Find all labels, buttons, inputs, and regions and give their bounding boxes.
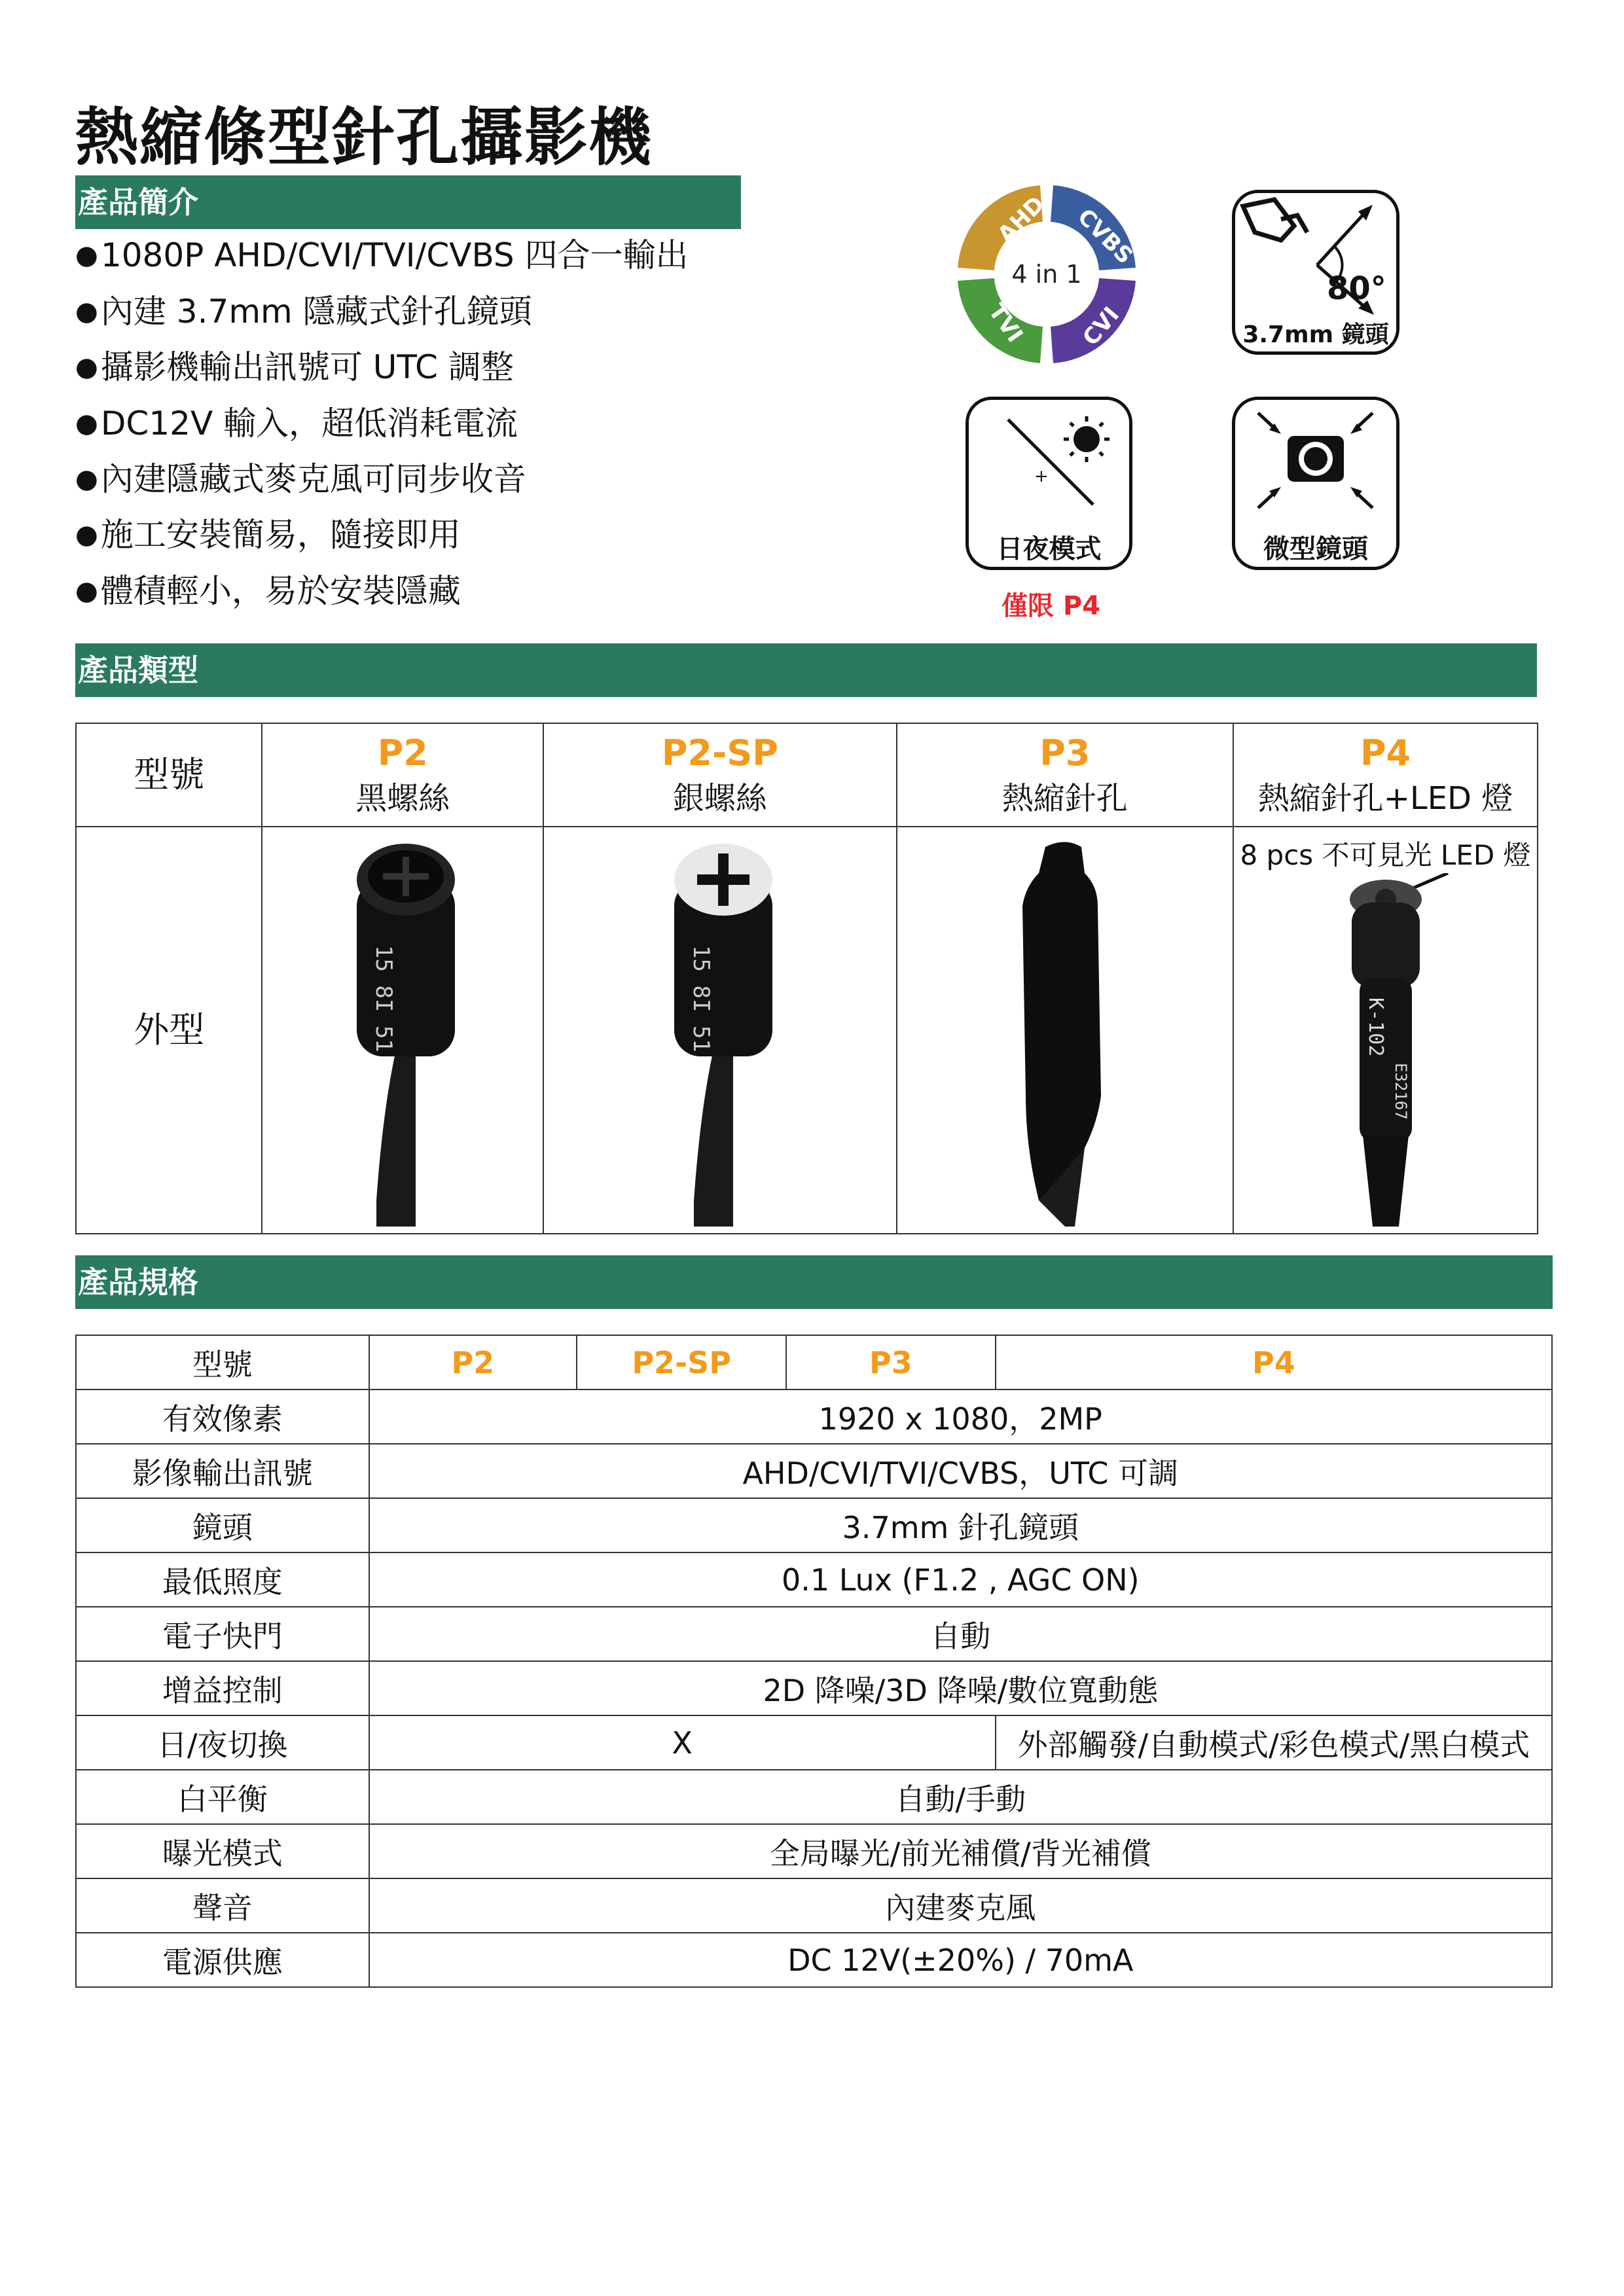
four-in-one-center: 4 in 1 [1011,260,1082,289]
micro-lens-label: 微型鏡頭 [1263,534,1368,564]
day-night-label: 日夜模式 [996,534,1102,564]
spec-header-p3: P3 [786,1335,996,1390]
page-title: 熱縮條型針孔攝影機 [75,101,653,174]
p4-camera-photo [1288,873,1484,1227]
intro-heading: 產品簡介 [75,175,741,229]
appearance-row-label: 外型 [76,827,262,1234]
photo-cell-p3 [897,827,1233,1234]
model-cell-p4: P4 熱縮針孔+LED 燈 [1233,723,1538,827]
spec-row: 日/夜切換 X 外部觸發/自動模式/彩色模式/黑白模式 [76,1715,1552,1770]
spec-row: 影像輸出訊號 AHD/CVI/TVI/CVBS，UTC 可調 [76,1444,1552,1498]
photo-cell-p2sp [543,827,896,1234]
spec-header-p2sp: P2-SP [577,1335,786,1390]
svg-text:15 8I 51: 15 8I 51 [370,945,397,1052]
ahd-label: AHD [992,191,1050,249]
spec-row: 曝光模式 全局曝光/前光補償/背光補償 [76,1824,1552,1878]
model-row-label: 型號 [76,723,262,827]
spec-row: 電源供應 DC 12V(±20%) / 70mA [76,1933,1552,1987]
spec-row: 增益控制 2D 降噪/3D 降噪/數位寬動態 [76,1661,1552,1715]
spec-row: 電子快門 自動 [76,1607,1552,1661]
cvbs-label: CVBS [1072,204,1138,270]
tvi-label: TVI [983,298,1028,348]
spec-row: 鏡頭 3.7mm 針孔鏡頭 [76,1498,1552,1552]
feature-item: ●內建 3.7mm 隱藏式針孔鏡頭 [75,293,532,331]
micro-lens-icon [1232,397,1399,570]
spec-row: 聲音 內建麥克風 [76,1878,1552,1933]
svg-text:K-102: K-102 [1363,997,1387,1057]
photo-cell-p2 [262,827,543,1234]
feature-item: ●施工安裝簡易，隨接即用 [75,516,461,554]
spec-header-label: 型號 [76,1335,369,1390]
photo-cell-p4 [1233,827,1538,1234]
spec-row: 白平衡 自動/手動 [76,1770,1552,1824]
led-note: 8 pcs 不可見光 LED 燈 [1240,839,1531,871]
p2sp-camera-photo [622,834,818,1227]
lens-angle: 80° [1327,270,1386,307]
model-cell-p3: P3 熱縮針孔 [897,723,1233,827]
p3-camera-photo [967,834,1163,1227]
svg-text:15 8I 51: 15 8I 51 [687,945,714,1052]
spec-header-p4: P4 [996,1335,1552,1390]
svg-text:+: + [1034,467,1049,486]
cvi-label: CVI [1077,302,1125,351]
specs-table [75,1335,1553,1988]
spec-row: 最低照度 0.1 Lux (F1.2 , AGC ON) [76,1552,1552,1607]
svg-text:E32167: E32167 [1391,1063,1410,1120]
feature-item: ●內建隱藏式麥克風可同步收音 [75,460,526,498]
specs-heading: 產品規格 [75,1255,1553,1309]
four-in-one-icon [956,183,1138,365]
limit-note: 僅限 P4 [1001,591,1101,621]
types-heading: 產品類型 [75,643,1537,697]
feature-item: ●攝影機輸出訊號可 UTC 調整 [75,348,514,386]
feature-item: ●DC12V 輸入，超低消耗電流 [75,404,518,442]
p2-camera-photo [304,834,501,1227]
model-cell-p2: P2 黑螺絲 [262,723,543,827]
lens-icon [1232,190,1399,355]
feature-item: ●1080P AHD/CVI/TVI/CVBS 四合一輸出 [75,236,689,274]
spec-row: 有效像素 1920 x 1080，2MP [76,1390,1552,1444]
spec-header-p2: P2 [369,1335,577,1390]
lens-label: 3.7mm 鏡頭 [1242,321,1389,348]
day-night-icon [965,397,1132,570]
model-cell-p2sp: P2-SP 銀螺絲 [543,723,896,827]
feature-item: ●體積輕小，易於安裝隱藏 [75,572,461,610]
product-types-table [75,723,1538,1234]
